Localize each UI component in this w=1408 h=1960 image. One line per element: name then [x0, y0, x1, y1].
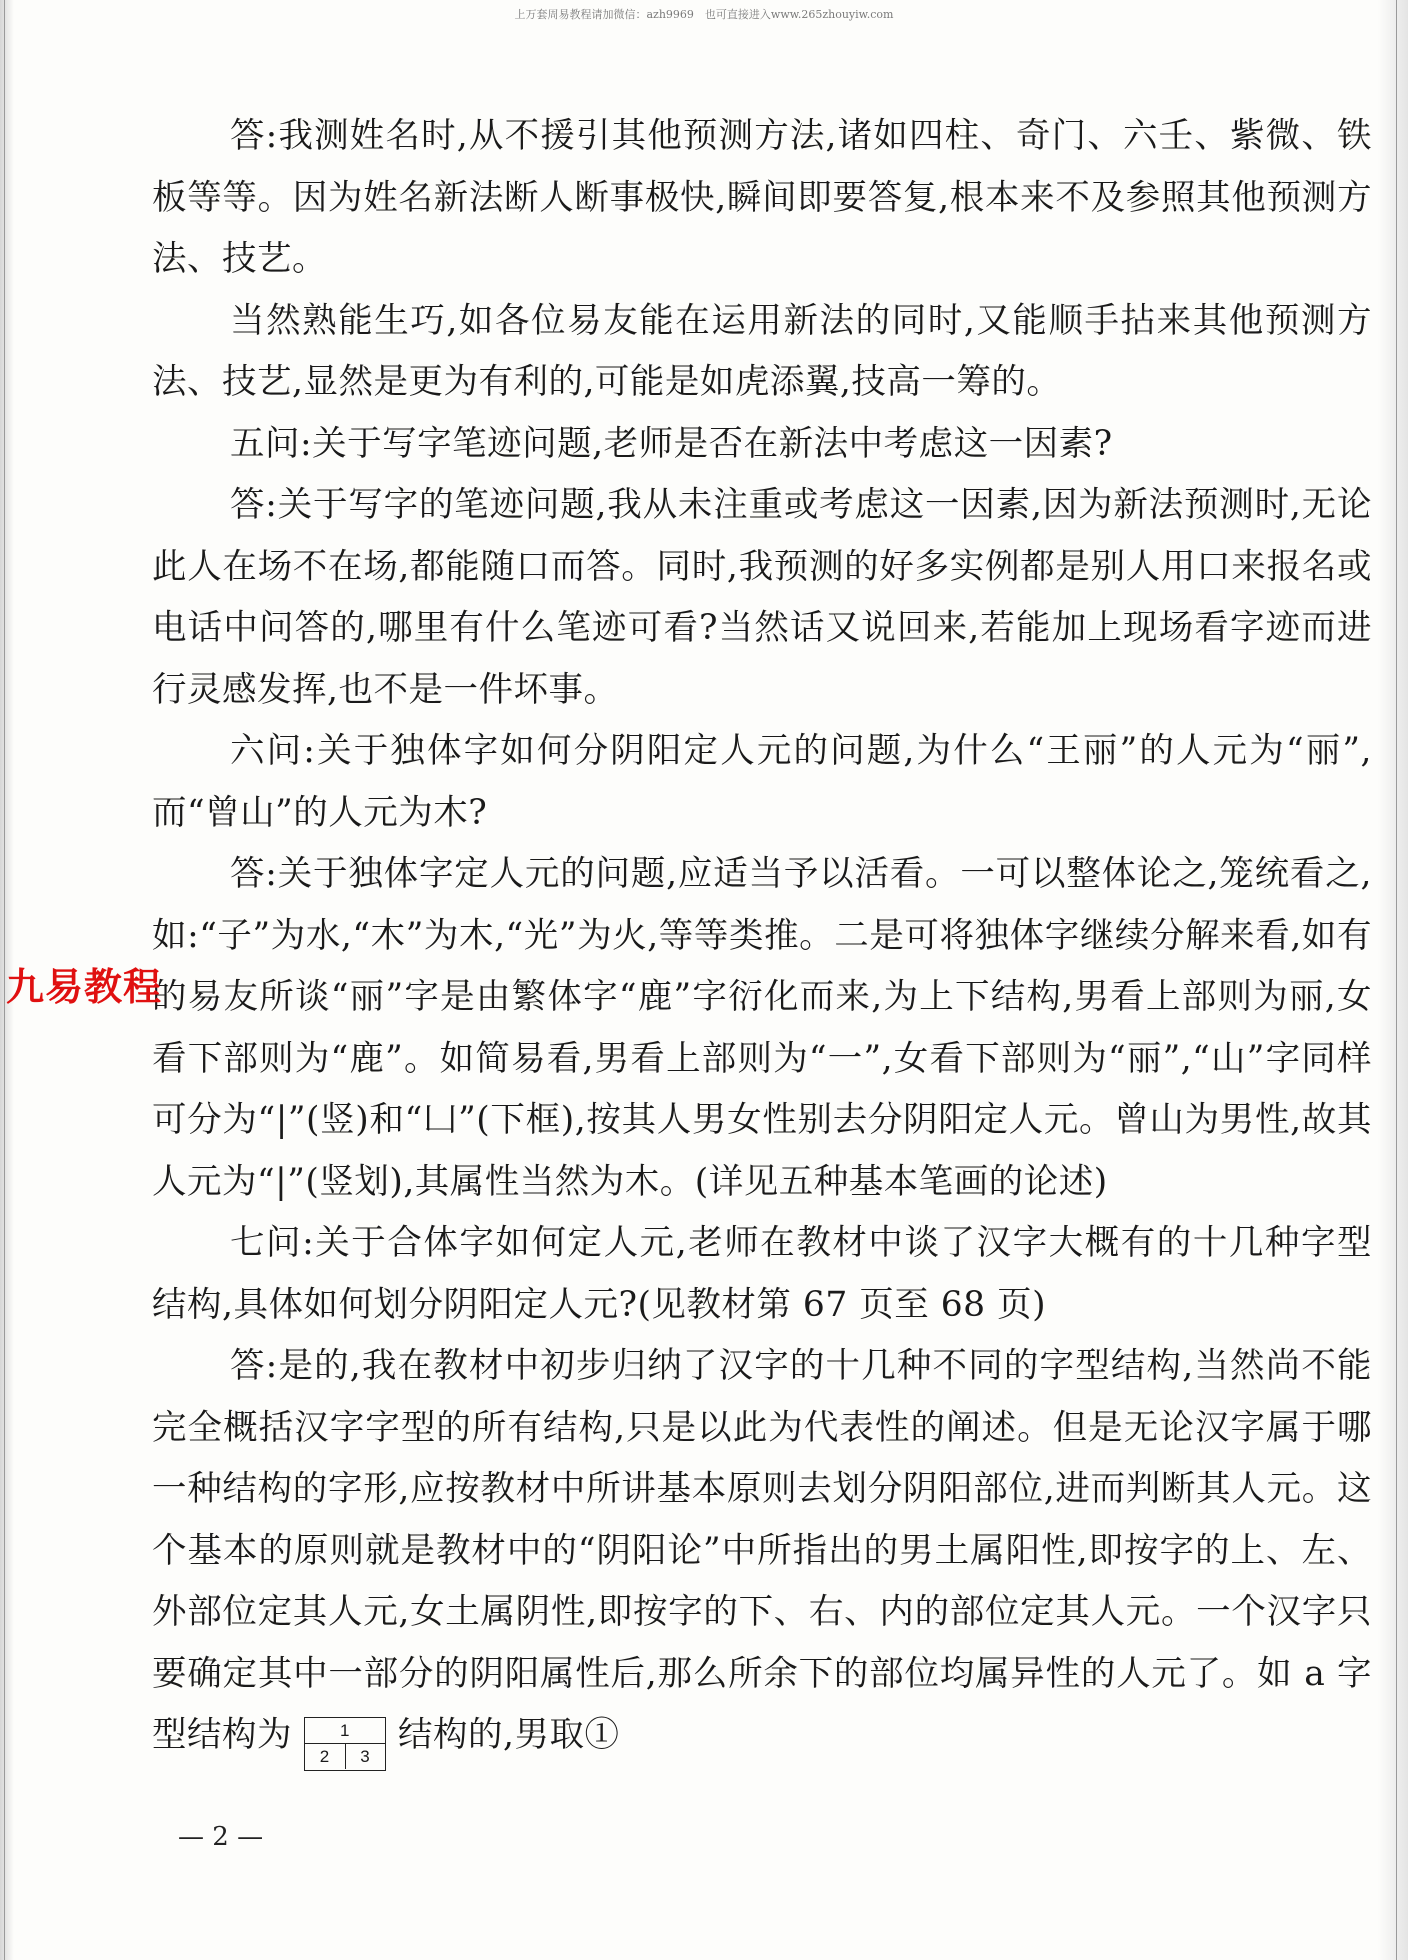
paragraph-question-6: 六问:关于独体字如何分阴阳定人元的问题,为什么“王丽”的人元为“丽”,而“曾山”的人元为木?: [152, 731, 1372, 833]
scan-edge-right: [1378, 0, 1408, 1960]
document-body: [152, 106, 1372, 1771]
structure-diagram: [304, 1717, 386, 1771]
structure-cell-bottom-left: 2: [319, 1747, 330, 1766]
structure-cell-bottom-right: 3: [345, 1744, 386, 1769]
scan-line: [4, 0, 5, 1960]
paragraph-answer-7: [152, 1336, 1372, 1771]
answer-7-tail: 结构的,男取①: [398, 1715, 620, 1755]
watermark-logo: 九易教程: [6, 965, 163, 1009]
paragraph-answer-5: 答:关于写字的笔迹问题,我从未注重或考虑这一因素,因为新法预测时,无论此人在场不在场,都能随口而答。同时,我预测的好多实例都是别人用口来报名或电话中问答的,哪里有什么笔迹可看?当然话又说回来,若能加上现场看字迹而进行灵感发挥,也不是一件坏事。: [152, 485, 1372, 710]
header-watermark: 上万套周易教程请加微信：azh9969 也可直接进入www.265zhouyiw.com: [514, 8, 894, 21]
paragraph-question-7: 七问:关于合体字如何定人元,老师在教材中谈了汉字大概有的十几种字型结构,具体如何划分阴阳定人元?(见教材第 67 页至 68 页): [152, 1223, 1372, 1325]
paragraph-answer-4: 答:我测姓名时,从不援引其他预测方法,诸如四柱、奇门、六壬、紫微、铁板等等。因为姓名新法断人断事极快,瞬间即要答复,根本来不及参照其他预测方法、技艺。: [152, 116, 1372, 279]
paragraph-question-5: 五问:关于写字笔迹问题,老师是否在新法中考虑这一因素?: [230, 423, 1113, 464]
structure-cell-top: 1: [305, 1718, 385, 1744]
answer-7-text: 答:是的,我在教材中初步归纳了汉字的十几种不同的字型结构,当然尚不能完全概括汉字字型的所有结构,只是以此为代表性的阐述。但是无论汉字属于哪一种结构的字形,应按教材中所讲基本原则去划分阴阳部位,进而判断其人元。这个基本的原则就是教材中的“阴阳论”中所指出的男土属阳性,即按字的上、左、外部位定其人元,女土属阴性,即按字的下、右、内的部位定其人元。一个汉字只要确定其中一部分的阴阳属性后,那么所余下的部位均属异性的人元了。如 a 字型结构为: [152, 1346, 1372, 1755]
paragraph-answer-4-cont: 当然熟能生巧,如各位易友能在运用新法的同时,又能顺手拈来其他预测方法、技艺,显然是更为有利的,可能是如虎添翼,技高一筹的。: [152, 300, 1372, 402]
page-number: — 2 —: [178, 1822, 264, 1852]
paragraph-answer-6: 答:关于独体字定人元的问题,应适当予以活看。一可以整体论之,笼统看之,如:“子”为水,“木”为木,“光”为火,等等类推。二是可将独体字继续分解来看,如有的易友所谈“丽”字是由繁体字“鹿”字衍化而来,为上下结构,男看上部则为丽,女看下部则为“鹿”。如简易看,男看上部则为“一”,女看下部则为“丽”,“山”字同样可分为“|”(竖)和“凵”(下框),按其人男女性别去分阴阳定人元。曾山为男性,故其人元为“|”(竖划),其属性当然为木。(详见五种基本笔画的论述): [152, 854, 1372, 1202]
scan-line: [1396, 0, 1397, 1960]
structure-row-bottom: [305, 1744, 385, 1769]
